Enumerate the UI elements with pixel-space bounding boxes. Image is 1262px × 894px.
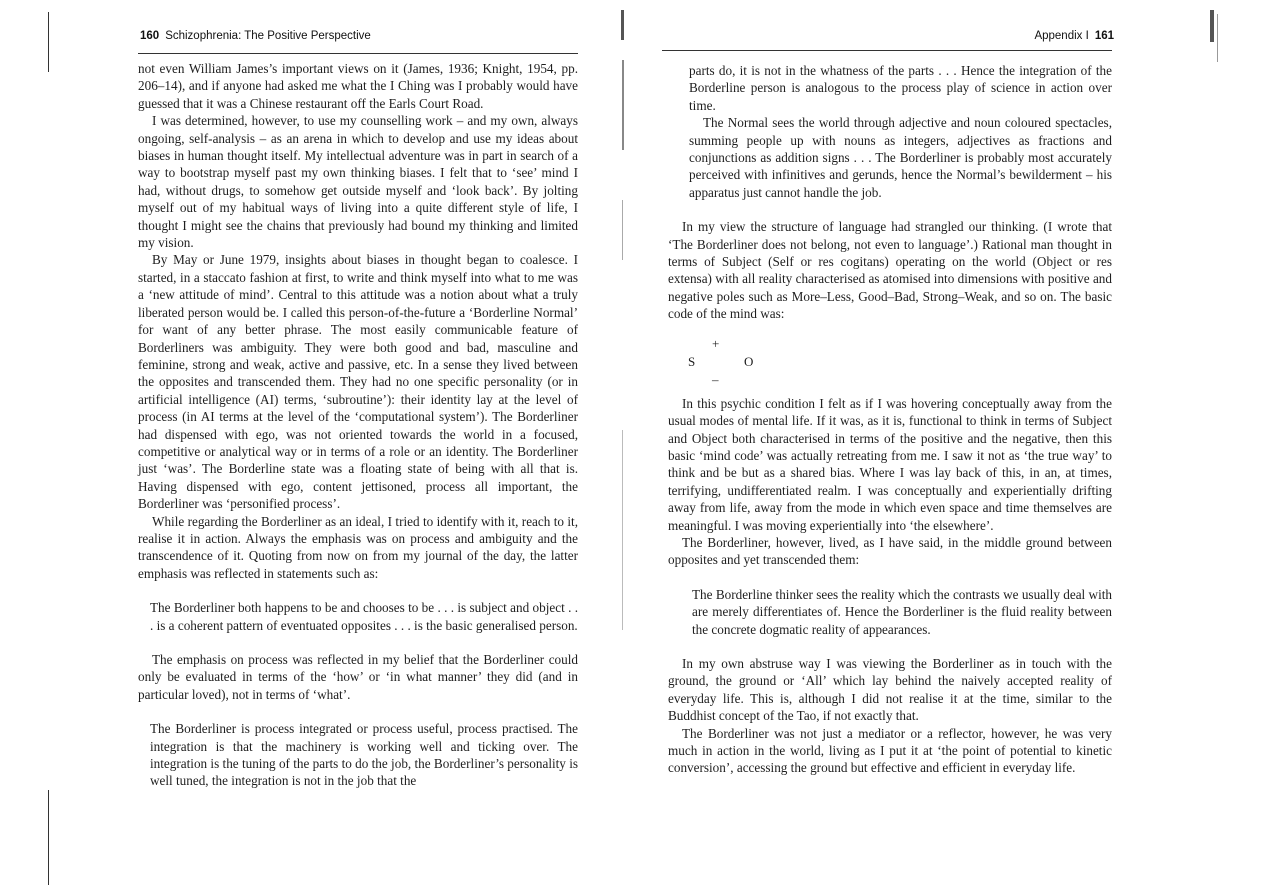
mind-code-diagram: [668, 323, 1112, 395]
left-page: [0, 0, 610, 894]
left-running-head-title: Schizophrenia: The Positive Perspective: [165, 30, 371, 42]
left-paragraph-5: The emphasis on process was reflected in my belief that the Borderliner could only be evaluated in terms of the ‘how’ or ‘in what manner’ they did (and in particular loved), not in terms of ‘what’.: [138, 652, 578, 702]
book-gutter: [617, 0, 629, 894]
left-paragraph-1: not even William James’s important views on it (James, 1936; Knight, 1954, pp. 206–14), and if anyone had asked me what the I Ching was I probably would have guessed that it was a Chinese restaurant off the Earls Court Road.: [138, 61, 578, 111]
right-header-rule: [662, 50, 1112, 51]
right-paragraph-1: In my view the structure of language had strangled our thinking. (I wrote that ‘The Borderliner does not belong, not even to language’.) Rational man thought in terms of Subject (Self or res cogitans) operating on the world (Object or res extensa) with all reality characterised as atomised into dimensions with positive and negative poles such as More–Less, Good–Bad, Strong–Weak, and so on. The basic code of the mind was:: [668, 219, 1112, 322]
code-object: O: [744, 353, 754, 369]
left-block-quote-1: The Borderliner both happens to be and chooses to be . . . is subject and object . . . is a coherent pattern of eventuated opposites . . . is the basic generalised person.: [150, 600, 578, 633]
left-paragraph-2: I was determined, however, to use my counselling work – and my own, always ongoing, self-analysis – as an arena in which to develop and use my ideas about biases in human thought itself. My intellectual adventure was in part in search of a way to bootstrap myself past my own thinking biases. I felt that to ‘see’ mind I had, without drugs, to somehow get outside myself and ‘look back’. By jolting myself out of my habitual ways of living into a quite different style of life, I thought I might see the chains that previously had bound my thinking and limited my vision.: [138, 113, 578, 251]
right-quote-continuation: parts do, it is not in the whatness of the parts . . . Hence the integration of the Borderline person is analogous to the process play of science in action over time.: [689, 63, 1112, 113]
left-paragraph-4: While regarding the Borderliner as an ideal, I tried to identify with it, reach to it, realise it in action. Always the emphasis was on process and ambiguity and the transcendence of it. Quoting from now on from my journal of the day, the latter emphasis was reflected in statements such as:: [138, 513, 578, 581]
code-subject: S: [688, 353, 696, 369]
left-running-head: [140, 30, 371, 42]
right-page: [632, 0, 1262, 894]
right-block-quote: The Borderline thinker sees the reality which the contrasts we usually deal with are merely differentiates of. Hence the Borderliner is the fluid reality between the concrete dogmatic reality of appearances.: [692, 586, 1112, 637]
right-paragraph-2: In this psychic condition I felt as if I was hovering conceptually away from the usual modes of mental life. If it was, as it is, functional to think in terms of Subject and Object both characterised in terms of the positive and the negative, then this basic ‘mind code’ was actually retreating from me. I saw it not as ‘the true way’ to think and be but as a shared bias. Where I was lay back of this, in an, at times, terrifying, undifferentiated realm. I was conceptually and experientially drifting away from life, away from the mode in which even space and time themselves are meaningful. I was moving experientially into ‘the elsewhere’.: [668, 395, 1112, 533]
right-page-number: 161: [1094, 30, 1114, 42]
left-body-text: [138, 60, 578, 790]
right-paragraph-3: The Borderliner, however, lived, as I have said, in the middle ground between opposites and yet transcended them:: [668, 534, 1112, 568]
code-minus: –: [712, 371, 719, 387]
right-paragraph-5: The Borderliner was not just a mediator or a reflector, however, he was very much in action in the world, living as I put it at ‘the point of potential to kinetic conversion’, accessing the ground but effective and efficient in everyday life.: [668, 725, 1112, 776]
left-paragraph-3: By May or June 1979, insights about biases in thought began to coalesce. I started, in a staccato fashion at first, to write and think myself into what to me was a ‘new attitude of mind’. Central to this attitude was a notion about what a truly liberated person would be. I called this person-of-the-future a ‘Borderline Normal’ for want of any better phrase. The most easily communicable feature of Borderliners was ambiguity. They were both good and bad, masculine and feminine, strong and weak, active and passive, etc. In a sense they lived between the opposites and transcended them. They had no one specific personality (or in artificial intelligence (AI) terms, ‘subroutine’): their identity lay at the level of process (in AI terms at the level of the ‘computational system’). The Borderliner had dispensed with ego, was not oriented towards the world in a focused, competitive or analytical way or in terms of a role or an identity. The Borderliner just ‘was’. The Borderline state was a floating state of being with all that is. Having dispensed with ego, content jettisoned, process all important, the Borderliner was ‘personified process’.: [138, 252, 578, 512]
left-block-quote-2: The Borderliner is process integrated or process useful, process practised. The integration is that the machinery is working well and ticking over. The integration is the tuning of the parts to do the job, the Borderliner’s personality is well tuned, the integration is not in the job that the: [150, 721, 578, 789]
right-quote-continuation-2: The Normal sees the world through adjective and noun coloured spectacles, summing people up with nouns as integers, adjectives as fractions and conjunctions as addition signs . . . The Borderliner is probably most accurately perceived with infinitives and gerunds, hence the Normal’s bewilderment – his apparatus just cannot handle the job.: [689, 115, 1112, 200]
code-plus: +: [712, 335, 720, 351]
right-paragraph-4: In my own abstruse way I was viewing the Borderliner as in touch with the ground, the ground or ‘All’ which lay behind the naively accepted reality of everyday life. This is, although I did not realise it at the time, similar to the Buddhist concept of the Tao, if not exactly that.: [668, 655, 1112, 724]
left-page-number: 160: [140, 30, 160, 42]
left-header-rule: [138, 53, 578, 54]
right-body-text: [668, 62, 1112, 777]
right-running-head: [1034, 30, 1114, 42]
right-running-head-title: Appendix I: [1034, 30, 1089, 42]
